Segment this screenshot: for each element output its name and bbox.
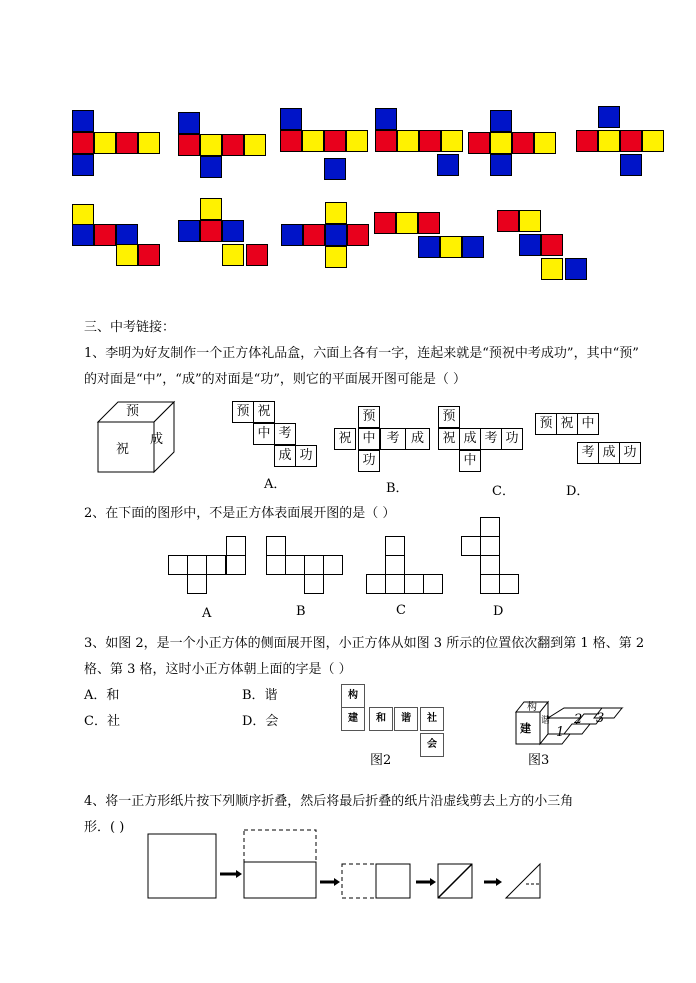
net-square xyxy=(385,555,405,575)
net-square xyxy=(266,555,286,575)
net-square xyxy=(304,555,324,575)
net-cell: 谐 xyxy=(394,707,418,731)
net-cell: 功 xyxy=(358,450,380,472)
q2-label-a: A xyxy=(202,606,212,621)
net-square xyxy=(244,134,266,156)
net-square xyxy=(116,224,138,246)
fig3-step-1: 1 xyxy=(556,725,565,740)
net-cell: 预 xyxy=(358,406,380,428)
net-square xyxy=(490,110,512,132)
net-square xyxy=(187,555,207,575)
net-square xyxy=(187,574,207,594)
net-square xyxy=(178,220,200,242)
fig3-front-label: 建 xyxy=(520,722,531,735)
net-square xyxy=(222,134,244,156)
q3-choice-d: D．会 xyxy=(242,714,279,729)
q2-label-d: D xyxy=(493,604,504,619)
net-square xyxy=(266,536,286,556)
net-square xyxy=(468,132,490,154)
q1-option-d-label: D． xyxy=(566,484,590,499)
net-square xyxy=(375,130,397,152)
net-square xyxy=(116,132,138,154)
net-cell: 预 xyxy=(535,413,557,435)
net-square xyxy=(281,224,303,246)
net-cell: 中 xyxy=(358,428,380,450)
net-square xyxy=(280,108,302,130)
net-cell: 预 xyxy=(232,401,254,423)
net-square xyxy=(374,212,396,234)
net-square xyxy=(325,202,347,224)
net-square xyxy=(200,198,222,220)
fig3-side-label: 谐 xyxy=(541,716,551,726)
net-square xyxy=(462,236,484,258)
net-square xyxy=(94,224,116,246)
q1-option-a-label: A． xyxy=(264,477,287,492)
net-square xyxy=(346,130,368,152)
net-square xyxy=(226,555,246,575)
net-square xyxy=(222,244,244,266)
net-square xyxy=(138,244,160,266)
q1-line-1: 1、李明为好友制作一个正方体礼品盒，六面上各有一字，连起来就是“预祝中考成功”，其中“预” xyxy=(84,346,639,361)
q2-label-c: C xyxy=(396,603,406,618)
net-square xyxy=(480,555,500,575)
q3-line-2: 格、第 3 格，这时小正方体朝上面的字是（ ） xyxy=(84,662,352,677)
figure-2-caption: 图2 xyxy=(370,753,392,768)
net-cell: 祝 xyxy=(438,428,460,450)
net-square xyxy=(116,244,138,266)
net-square xyxy=(404,574,424,594)
section-title: 三、中考链接： xyxy=(84,320,176,335)
net-square xyxy=(72,204,94,226)
net-square xyxy=(480,536,500,556)
net-square xyxy=(304,574,324,594)
q3-choice-a: A．和 xyxy=(84,688,120,703)
net-cell: 中 xyxy=(253,423,275,445)
net-square xyxy=(385,574,405,594)
net-square xyxy=(226,536,246,556)
net-cell: 构 xyxy=(341,684,365,708)
net-cell: 考 xyxy=(480,428,502,450)
net-square xyxy=(497,210,519,232)
cube-side-label: 成 xyxy=(150,432,164,447)
net-square xyxy=(499,574,519,594)
net-square xyxy=(385,536,405,556)
net-square xyxy=(206,555,226,575)
net-square xyxy=(285,555,305,575)
net-cell: 功 xyxy=(501,428,523,450)
net-square xyxy=(94,132,116,154)
net-cell: 中 xyxy=(459,450,481,472)
net-square xyxy=(246,244,268,266)
net-square xyxy=(490,132,512,154)
q2-label-b: B xyxy=(296,604,306,619)
net-square xyxy=(461,536,481,556)
net-square xyxy=(519,210,541,232)
net-square xyxy=(72,154,94,176)
net-square xyxy=(480,574,500,594)
net-square xyxy=(397,130,419,152)
net-square xyxy=(324,158,346,180)
net-cell: 和 xyxy=(369,707,393,731)
net-square xyxy=(347,224,369,246)
net-square xyxy=(72,132,94,154)
net-cell: 考 xyxy=(577,442,599,464)
net-cell: 建 xyxy=(341,707,365,731)
net-cell: 成 xyxy=(405,428,430,450)
net-square xyxy=(418,236,440,258)
net-cell: 考 xyxy=(380,428,406,450)
cube-top-label: 预 xyxy=(126,404,140,419)
net-square xyxy=(620,130,642,152)
net-square xyxy=(541,234,563,256)
net-cell: 会 xyxy=(420,733,444,757)
net-square xyxy=(423,574,443,594)
net-square xyxy=(72,110,94,132)
net-square xyxy=(440,236,462,258)
net-square xyxy=(541,258,563,280)
net-cell: 祝 xyxy=(253,401,275,423)
net-square xyxy=(490,154,512,176)
net-square xyxy=(480,517,500,537)
net-cell: 功 xyxy=(295,445,317,467)
net-square xyxy=(396,212,418,234)
net-square xyxy=(519,234,541,256)
fig3-step-2: 2 xyxy=(574,712,583,727)
net-square xyxy=(620,154,642,176)
net-square xyxy=(512,132,534,154)
q3-choice-c: C．社 xyxy=(84,714,120,729)
net-square xyxy=(222,220,244,242)
net-square xyxy=(324,130,346,152)
net-square xyxy=(200,156,222,178)
net-square xyxy=(441,130,463,152)
net-square xyxy=(366,574,386,594)
net-square xyxy=(419,130,441,152)
cube-front-label: 祝 xyxy=(116,442,130,457)
figure-3-caption: 图3 xyxy=(528,753,550,768)
q4-line-1: 4、将一正方形纸片按下列顺序折叠，然后将最后折叠的纸片沿虚线剪去上方的小三角 xyxy=(84,794,574,809)
q1-line-2: 的对面是“中”，“成”的对面是“功”，则它的平面展开图可能是（ ） xyxy=(84,372,467,387)
net-cell: 考 xyxy=(274,423,296,445)
net-square xyxy=(302,130,324,152)
net-square xyxy=(168,555,188,575)
net-cell: 中 xyxy=(577,413,599,435)
q4-line-2: 形．( ) xyxy=(84,820,125,835)
net-cell: 成 xyxy=(459,428,481,450)
net-square xyxy=(598,106,620,128)
net-square xyxy=(418,212,440,234)
net-square xyxy=(325,246,347,268)
q3-choice-b: B．谐 xyxy=(242,688,278,703)
net-square xyxy=(565,258,587,280)
net-square xyxy=(178,134,200,156)
fig3-top-label: 构 xyxy=(527,702,537,713)
net-cell: 预 xyxy=(438,406,460,428)
net-cell: 祝 xyxy=(334,428,356,450)
net-square xyxy=(200,220,222,242)
fig3-step-3: 3 xyxy=(596,711,605,726)
net-square xyxy=(303,224,325,246)
net-square xyxy=(280,130,302,152)
net-square xyxy=(534,132,556,154)
net-square xyxy=(598,130,620,152)
net-square xyxy=(642,130,664,152)
net-square xyxy=(576,130,598,152)
q1-option-b-label: B． xyxy=(386,481,409,496)
net-square xyxy=(178,112,200,134)
net-cell: 成 xyxy=(274,445,296,467)
net-square xyxy=(375,108,397,130)
net-square xyxy=(200,134,222,156)
q2-text: 2、在下面的图形中，不是正方体表面展开图的是（ ） xyxy=(84,506,396,521)
q3-line-1: 3、如图 2，是一个小正方体的侧面展开图，小正方体从如图 3 所示的位置依次翻到第 1 格、第 2 xyxy=(84,636,645,651)
net-cell: 社 xyxy=(420,707,444,731)
net-square xyxy=(138,132,160,154)
net-square xyxy=(323,555,343,575)
net-square xyxy=(325,224,347,246)
net-cell: 祝 xyxy=(556,413,578,435)
net-cell: 成 xyxy=(598,442,620,464)
net-square xyxy=(437,154,459,176)
net-square xyxy=(72,224,94,246)
net-cell: 功 xyxy=(619,442,641,464)
q1-option-c-label: C． xyxy=(492,484,515,499)
